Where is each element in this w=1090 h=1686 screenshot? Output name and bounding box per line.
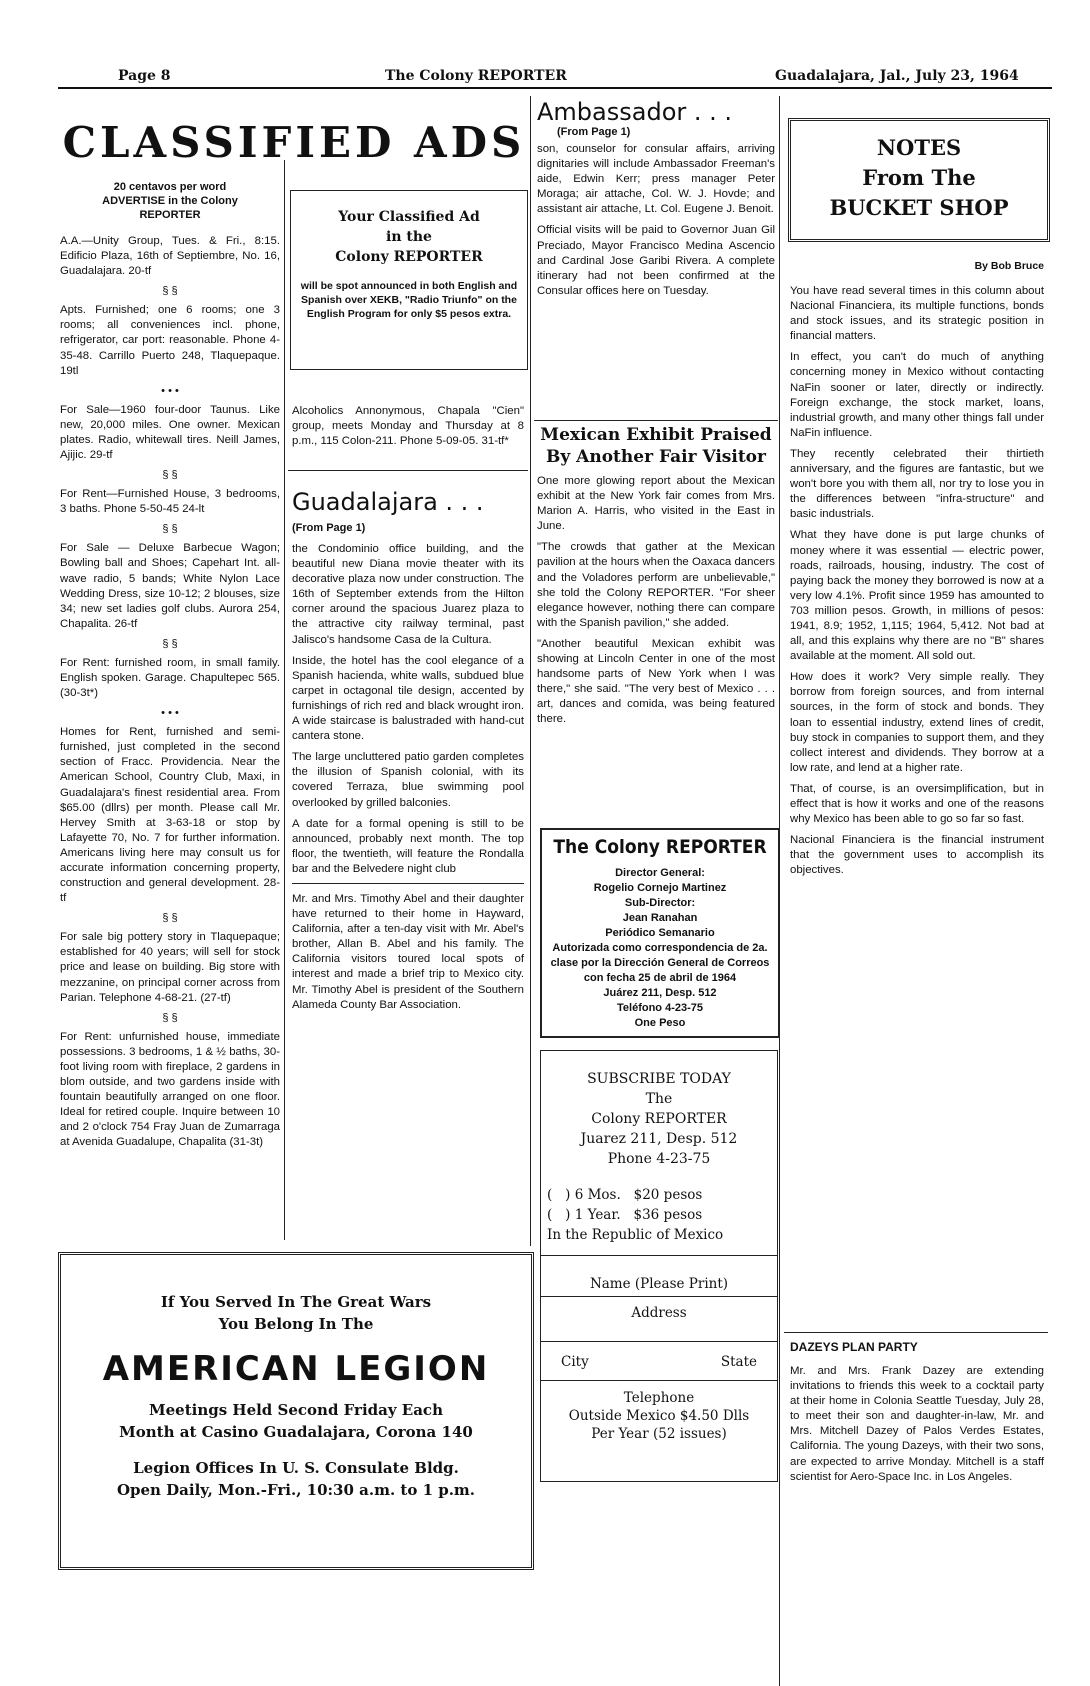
alcoholics-text: Alcoholics Annonymous, Chapala "Cien" group, meets Monday and Thursday at 8 p.m., 115 Colon-211. Phone 5-09-05. 31-tf* [292, 405, 524, 448]
guadalajara-article [292, 488, 524, 1019]
subscribe-region: In the Republic of Mexico [547, 1227, 724, 1243]
separator: § § [162, 637, 178, 650]
exhibit-para: "The crowds that gather at the Mexican pavilion at the hours when the Oaxaca dancers and the Voladores perform are unbelievable," she told the Colony REPORTER. "For sheer elegance however, nothing there can compare with the Spanish pavilion," she added. [537, 541, 775, 629]
classified-ad: For Sale — Deluxe Barbecue Wagon; Bowling ball and Shoes; Capehart Int. all-wave radio, 5 bands; White Nylon Lace Wedding Dress, size 10-12; 2 blouses, size 34; new set ladies golf clubs. Aurora 254, Chapalita. 26-tf [60, 542, 280, 630]
page-number: Page 8 [118, 68, 171, 84]
legion-line: Open Daily, Mon.-Fri., 10:30 a.m. to 1 p.m. [116, 1481, 476, 1499]
legion-line: Meetings Held Second Friday Each [149, 1401, 443, 1419]
classified-column [60, 180, 280, 1157]
classified-ad: For Sale—1960 four-door Taunus. Like new, 20,000 miles. One owner. Mexican plates. Radio, whitewall tires. Neill James, Ajijic. 29-tf [60, 403, 280, 462]
classified-ad: For Rent: unfurnished house, immediate possessions. 3 bedrooms, 1 & ½ baths, 30-foot living room with fireplace, 2 gardens in blom outside, and two gardens inside with fountain beautifully arranged on one floor. Ideal for retired couple. Inquire between 10 and 2 o'clock 754 Fray Juan de Zumarraga at Avenida Guadalupe, Chapalita (31-3t) [60, 1030, 280, 1149]
subscribe-option-6mos[interactable]: ( ) 6 Mos. $20 pesos [547, 1187, 703, 1203]
separator: § § [162, 523, 178, 536]
masthead-line: Director General: [615, 867, 705, 879]
subscribe-line: Colony REPORTER [591, 1111, 727, 1127]
guadalajara-para: the Condominio office building, and the beautiful new Diana movie theater with its decorative plaza now under construction. The 16th of September extends from the Hilton corner around the spacious Juarez plaza to the attractive city railway terminal, past Jalisco's handsome Casa de la Cultura. [292, 543, 524, 646]
notes-para: You have read several times in this column about Nacional Financiera, its multiple functions, bonds and stock issues, and its strategic position in financial matters. [790, 285, 1044, 343]
your-ad-line: Your Classified Ad [338, 209, 480, 225]
ambassador-from: (From Page 1) [557, 126, 631, 138]
notes-para: In effect, you can't do much of anything concerning money in Mexico without contacting NaFin sooner or later, directly or indirectly. Foreign exchange, the stock market, loans, industrial growth, and many other things fall under NaFin influence. [790, 351, 1044, 439]
your-ad-line: in the [386, 229, 432, 245]
guadalajara-para: A date for a formal opening is still to be announced, probably next month. The top floor, the twentieth, will feature the Rondalla bar and the Belvedere night club [292, 817, 524, 875]
guadalajara-para: Mr. and Mrs. Timothy Abel and their daughter have returned to their home in Hayward, California, after a ten-day visit with Mr. Abel's brother, Allan B. Abel and his family. The California visitors toured local spots of interest and made a brief trip to Mexico city. Mr. Timothy Abel is president of the Southern Alameda County Bar Association. [292, 892, 524, 1011]
subscribe-address-field[interactable]: Address [631, 1305, 687, 1321]
ambassador-para: Official visits will be paid to Governor Juan Gil Preciado, Mayor Francisco Medina Ascencio and Cardinal Jose Garibi Rivera. A complete itinerary had not been confirmed at the Consular offices here on Tuesday. [537, 224, 775, 297]
subscribe-line: The [645, 1091, 673, 1107]
separator: • • • [161, 707, 179, 720]
classified-ad: Apts. Furnished; one 6 rooms; one 3 rooms; all conveniences incl. phone, refrigerator, car port: reasonable. Phone 4-35-48. Carrillo Puerto 248, Tlaquepaque. 19tl [60, 304, 280, 377]
subscribe-name-field[interactable]: Name (Please Print) [589, 1276, 729, 1292]
ambassador-title: Ambassador . . . [537, 98, 733, 126]
classified-title: CLASSIFIED ADS [62, 118, 526, 167]
subscribe-option-1year[interactable]: ( ) 1 Year. $36 pesos [547, 1207, 703, 1223]
classified-ad: A.A.—Unity Group, Tues. & Fri., 8:15. Edificio Plaza, 16th of Septiembre, No. 16, Guadalajara. 20-tf [60, 235, 280, 278]
subscribe-telephone-field[interactable]: Telephone [623, 1390, 695, 1406]
masthead-line: Periódico Semanario [605, 927, 715, 939]
guadalajara-from: (From Page 1) [292, 522, 366, 534]
dazeys-article [790, 1340, 1044, 1491]
subscribe-outside-price: Outside Mexico $4.50 Dlls [568, 1408, 750, 1424]
guadalajara-para: The large uncluttered patio garden completes the illusion of Spanish colonial, with its covered Terraza, blue swimming pool overlooked by grilled balconies. [292, 751, 524, 809]
dazeys-text: Mr. and Mrs. Frank Dazey are extending invitations to friends this week to a cocktail party at their home in Colonia Seattle Tuesday, July 28, to meet their son and daughter-in-law, Mr. and Mrs. Mitchell Dazey of Palos Verdes Estates, California. The young Dazeys, with their two sons, are expected to arrive Monday. Mitchell is a staff scientist for Aero-Space Inc. in Los Angeles. [790, 1365, 1044, 1483]
dateline: Guadalajara, Jal., July 23, 1964 [775, 68, 1019, 84]
subscribe-city-field[interactable]: City [561, 1354, 589, 1370]
your-ad-detail: will be spot announced in both English and Spanish over XEKB, "Radio Triunfo" on the English Program for only $5 pesos extra. [300, 280, 518, 320]
subscribe-box [540, 1050, 778, 1482]
guadalajara-title: Guadalajara . . . [292, 488, 484, 516]
classified-rate: 20 centavos per word ADVERTISE in the Colony REPORTER [102, 181, 238, 221]
exhibit-para: One more glowing report about the Mexican exhibit at the New York fair comes from Mrs. Marion A. Harris, who visited in the East in June. [537, 475, 775, 533]
separator: § § [162, 1011, 178, 1024]
masthead-line: One Peso [634, 1017, 686, 1029]
your-ad-line: Colony REPORTER [335, 249, 483, 265]
legion-name: AMERICAN LEGION [102, 1349, 490, 1389]
masthead-line: Juárez 211, Desp. 512 [603, 987, 717, 999]
paper-name: The Colony REPORTER [385, 68, 567, 84]
separator: § § [162, 912, 178, 925]
classified-ad: Homes for Rent, furnished and semi-furnished, just completed in the second section of Fracc. Providencia. Near the American School, Country Club, Maxi, in Guadalajara's finest residential area. From $65.00 (dllrs) per month. Please call Mr. Hervey Smith at 3-63-18 or stop by Lafayette 70, No. 7 for further information. Americans living here may consult us for accurate information concerning property, construction and general development. 28-tf [60, 726, 280, 905]
classified-ad: For Rent—Furnished House, 3 bedrooms, 3 baths. Phone 5-50-45 24-lt [60, 488, 280, 516]
separator: • • • [161, 384, 179, 397]
exhibit-title: Mexican Exhibit Praised By Another Fair Visitor [540, 425, 772, 467]
notes-para: They recently celebrated their thirtieth anniversary, and the figures are fantastic, but we won't bore you with them all, nor try to lose you in the differences between "infra-structure" and basic industrials. [790, 447, 1044, 521]
classified-ad: For Rent: furnished room, in small family. English spoken. Garage. Chapultepec 565. (30-3t*) [60, 656, 280, 700]
alcoholics-notice [292, 404, 524, 455]
notes-title-box [788, 118, 1050, 242]
your-ad-box [290, 190, 528, 370]
legion-line: Month at Casino Guadalajara, Corona 140 [119, 1423, 473, 1441]
notes-title: BUCKET SHOP [829, 195, 1009, 220]
masthead-title: The Colony REPORTER [553, 836, 767, 858]
american-legion-ad [58, 1252, 534, 1570]
notes-para: How does it work? Very simple really. They borrow from foreign sources, and from internal sources, in the form of stock and bonds. They loan to essential industry, extend lines of credit, buy stock in companies to support them, and they collect interest and dividends. They borrow at a low rate, and lend at a higher rate. [790, 671, 1044, 774]
exhibit-article [537, 424, 775, 734]
legion-line: If You Served In The Great Wars [160, 1293, 432, 1311]
classified-ad: For sale big pottery story in Tlaquepaque; established for 40 years; will sell for stock price and lease on building. Big store with mezzanine, on principal corner across from Parian. Telephone 4-68-21. (27-tf) [60, 931, 280, 1004]
ambassador-para: son, counselor for consular affairs, arriving dignitaries will include Ambassador Freeman's aide, Edwin Kerr; press manager Peter Moraga; air attache, Col. W. J. Hovde; and assistant air attache, Lt. Col. Eugene J. Benoit. [537, 143, 775, 216]
notes-para: Nacional Financiera is the financial instrument that the government uses to accomplish its objectives. [790, 834, 1044, 877]
header-rule [58, 87, 1052, 89]
dazeys-title: DAZEYS PLAN PARTY [790, 1340, 918, 1354]
exhibit-para: "Another beautiful Mexican exhibit was showing at Lincoln Center in one of the most handsome parts of New York when I was there," she said. "The very best of Mexico . . . art, dances and comida, was being featured there. [537, 637, 775, 726]
masthead-line: Jean Ranahan [622, 912, 698, 924]
subscribe-line: Phone 4-23-75 [607, 1151, 711, 1167]
legion-line: You Belong In The [218, 1315, 374, 1333]
subscribe-line: SUBSCRIBE TODAY [587, 1071, 731, 1087]
separator: § § [162, 285, 178, 298]
masthead-line: Sub-Director: [624, 897, 696, 909]
notes-para: What they have done is put large chunks of money where it was essential — electric power, roads, railroads, housing, industry. The cost of paying back the money they borrowed is now at a very low 4.1%. Profit since 1959 has amounted to 703 million pesos. Growth, in millions of pesos: 1941, 8.9; 1952, 1,115; 1964, 5,412. Not bad at all, and this explains why there are no "B" shares available at the moment. All sold out. [790, 529, 1044, 663]
separator: § § [162, 469, 178, 482]
notes-para: That, of course, is an oversimplification, but in effect that is how it works and one of the reasons why Mexico has been able to go so far so fast. [790, 782, 1044, 826]
subscribe-line: Juarez 211, Desp. 512 [580, 1131, 738, 1147]
subscribe-per-year: Per Year (52 issues) [591, 1426, 727, 1442]
masthead-line: Autorizada como correspondencia de 2a. clase por la Dirección General de Correos con fecha 25 de abril de 1964 [550, 942, 770, 984]
masthead-line: Teléfono 4-23-75 [617, 1002, 703, 1014]
notes-title: NOTES [876, 135, 962, 160]
subscribe-state-field[interactable]: State [720, 1354, 757, 1370]
masthead-line: Rogelio Cornejo Martinez [593, 882, 727, 894]
ambassador-article [537, 98, 775, 305]
guadalajara-para: Inside, the hotel has the cool elegance of a Spanish hacienda, white walls, subdued blue carpet in octagonal tile design, accented by furnishings of rich red and black wrought iron. A wide staircase is balustraded with hand-cut cantera stone. [292, 654, 524, 743]
legion-line: Legion Offices In U. S. Consulate Bldg. [133, 1459, 459, 1477]
masthead-box [540, 828, 780, 1038]
notes-column [790, 260, 1044, 884]
notes-title: From The [862, 165, 976, 190]
notes-byline: By Bob Bruce [974, 260, 1044, 272]
